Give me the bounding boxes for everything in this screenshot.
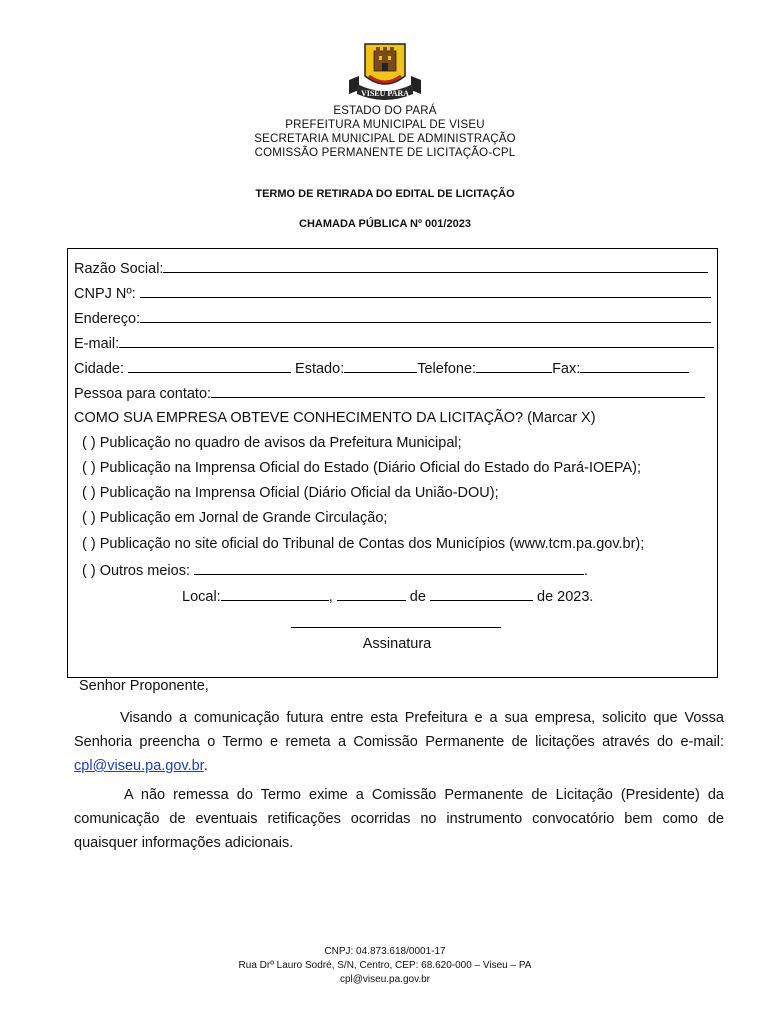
year-label: de 2023.	[537, 589, 594, 605]
checkbox[interactable]: ( )	[82, 563, 96, 579]
header-state: ESTADO DO PARÁ	[333, 105, 437, 117]
cidade-blank[interactable]	[128, 360, 291, 373]
estado-label: Estado:	[295, 361, 345, 377]
email-link[interactable]: cpl@viseu.pa.gov.br	[74, 758, 204, 774]
fax-blank[interactable]	[580, 360, 689, 373]
email-field[interactable]	[74, 335, 714, 352]
day-blank[interactable]	[337, 588, 406, 601]
cnpj-field[interactable]	[74, 285, 711, 302]
paragraph-exemption: A não remessa do Termo exime a Comissão Permanente de Licitação (Presidente) da comunicação de eventuais retificações ocorridas no instrumento convocatório bem como de quaisquer informações adicionais.	[74, 787, 724, 851]
checkbox[interactable]: ( )	[82, 460, 96, 476]
telefone-blank[interactable]	[476, 360, 552, 373]
email-blank[interactable]	[119, 335, 714, 348]
checkbox[interactable]: ( )	[82, 510, 96, 526]
razao-social-label: Razão Social:	[74, 261, 164, 277]
cidade-label: Cidade:	[74, 361, 124, 377]
local-date-row[interactable]	[182, 588, 593, 605]
contato-blank[interactable]	[211, 385, 705, 398]
cnpj-blank[interactable]	[140, 285, 711, 298]
razao-social-field[interactable]	[74, 260, 708, 277]
month-blank[interactable]	[430, 588, 533, 601]
de-label: de	[409, 589, 426, 605]
checkbox[interactable]: ( )	[82, 485, 96, 501]
footer-address: Rua Drº Lauro Sodré, S/N, Centro, CEP: 68.620-000 – Viseu – PA	[238, 960, 532, 971]
option-dou[interactable]	[82, 485, 499, 501]
outros-blank[interactable]	[194, 562, 584, 575]
endereco-blank[interactable]	[140, 310, 711, 323]
knowledge-question: COMO SUA EMPRESA OBTEVE CONHECIMENTO DA LICITAÇÃO? (Marcar X)	[74, 410, 596, 426]
signature-line[interactable]	[291, 627, 501, 628]
contato-field[interactable]	[74, 385, 705, 402]
email-label: E-mail:	[74, 336, 120, 352]
document-subtitle: CHAMADA PÚBLICA Nº 001/2023	[299, 218, 471, 230]
footer-email: cpl@viseu.pa.gov.br	[339, 974, 430, 985]
cnpj-label: CNPJ Nº:	[74, 286, 136, 302]
endereco-label: Endereço:	[74, 311, 141, 327]
greeting: Senhor Proponente,	[79, 678, 209, 694]
option-tcm-site[interactable]	[82, 536, 644, 552]
local-blank[interactable]	[221, 588, 329, 601]
comma: ,	[328, 589, 333, 605]
header-commission: COMISSÃO PERMANENTE DE LICITAÇÃO-CPL	[254, 147, 516, 159]
option-label: Publicação no quadro de avisos da Prefeitura Municipal;	[99, 435, 462, 451]
cidade-row[interactable]	[74, 360, 689, 377]
local-label: Local:	[182, 589, 221, 605]
option-label: Outros meios:	[99, 563, 190, 579]
document-title: TERMO DE RETIRADA DO EDITAL DE LICITAÇÃO	[255, 188, 515, 200]
letterhead	[0, 104, 770, 160]
endereco-field[interactable]	[74, 310, 711, 327]
header-secretariat: SECRETARIA MUNICIPAL DE ADMINISTRAÇÃO	[254, 133, 516, 145]
estado-blank[interactable]	[344, 360, 417, 373]
option-label: Publicação no site oficial do Tribunal de Contas dos Municípios (www.tcm.pa.gov.br);	[99, 536, 645, 552]
paragraph-communication	[74, 706, 724, 778]
option-label: Publicação na Imprensa Oficial (Diário Oficial da União-DOU);	[99, 485, 499, 501]
period: .	[584, 563, 589, 579]
signature-label: Assinatura	[362, 636, 432, 652]
option-quadro-avisos[interactable]	[82, 435, 462, 451]
razao-social-blank[interactable]	[163, 260, 708, 273]
option-ioepa[interactable]	[82, 460, 641, 476]
municipal-seal-logo	[343, 40, 427, 104]
paragraph-text: Visando a comunicação futura entre esta Prefeitura e a sua empresa, solicito que Vossa Senhoria preencha o Termo e remeta a Comissão Permanente de licitações através do e-mail:	[74, 710, 724, 750]
contato-label: Pessoa para contato:	[74, 386, 212, 402]
footer	[0, 945, 770, 987]
telefone-label: Telefone:	[417, 361, 477, 377]
option-label: Publicação na Imprensa Oficial do Estado (Diário Oficial do Estado do Pará-IOEPA);	[99, 460, 642, 476]
footer-cnpj: CNPJ: 04.873.618/0001-17	[324, 946, 446, 957]
header-prefecture: PREFEITURA MUNICIPAL DE VISEU	[285, 119, 485, 131]
checkbox[interactable]: ( )	[82, 536, 96, 552]
seal-banner-text: VISEU PARA	[360, 89, 410, 98]
fax-label: Fax:	[552, 361, 581, 377]
checkbox[interactable]: ( )	[82, 435, 96, 451]
option-label: Publicação em Jornal de Grande Circulação;	[99, 510, 388, 526]
option-outros[interactable]	[82, 562, 588, 579]
paragraph-period: .	[203, 758, 208, 774]
option-jornal[interactable]	[82, 510, 387, 526]
